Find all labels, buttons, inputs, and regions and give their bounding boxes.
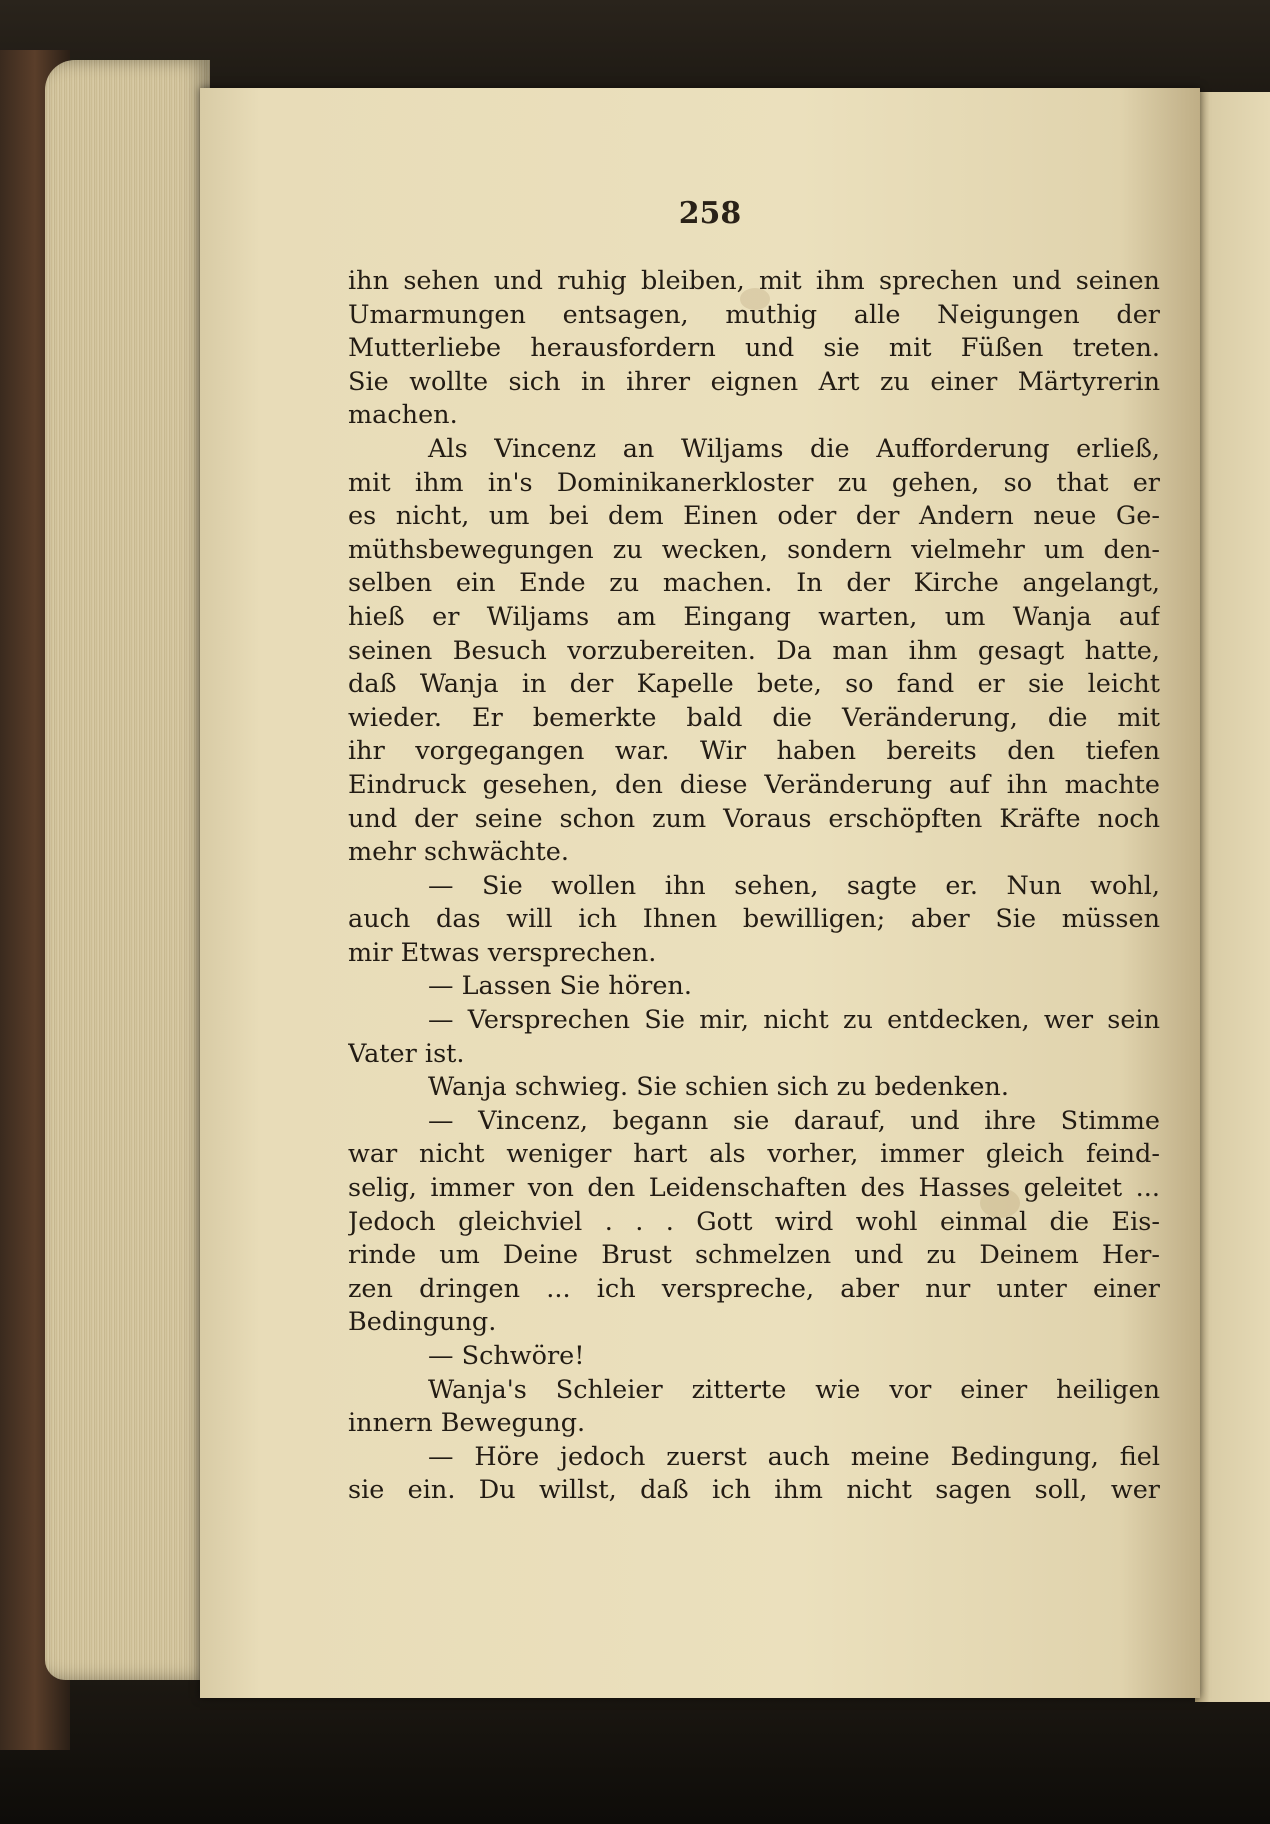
text-line: Vater ist. <box>348 1038 465 1069</box>
text-line: — Versprechen Sie mir, nicht zu entdecken, wer sein <box>428 1005 1160 1036</box>
text-line: wieder. Er bemerkte bald die Veränderung, die mit <box>348 702 1160 733</box>
text-line: sie ein. Du willst, daß ich ihm nicht sagen soll, wer <box>348 1475 1160 1506</box>
text-line: seinen Besuch vorzubereiten. Da man ihm gesagt hatte, <box>348 635 1160 666</box>
text-line: Eindruck gesehen, den diese Veränderung auf ihn machte <box>348 769 1160 800</box>
text-line: Wanja schwieg. Sie schien sich zu bedenken. <box>428 1072 1009 1103</box>
text-line: daß Wanja in der Kapelle bete, so fand er sie leicht <box>348 669 1160 700</box>
facing-page-edge <box>1195 92 1270 1702</box>
text-line: mit ihm in's Dominikanerkloster zu gehen, so that er <box>348 467 1160 498</box>
text-line: es nicht, um bei dem Einen oder der Andern neue Ge- <box>348 501 1160 532</box>
text-line: — Sie wollen ihn sehen, sagte er. Nun wohl, <box>428 870 1160 901</box>
page-stack-edge <box>45 60 210 1680</box>
text-line: zen dringen ... ich verspreche, aber nur unter einer <box>348 1273 1160 1304</box>
text-line: war nicht weniger hart als vorher, immer gleich feind- <box>348 1139 1160 1170</box>
text-line: ihn sehen und ruhig bleiben, mit ihm sprechen und seinen <box>348 266 1160 296</box>
text-line: ihr vorgegangen war. Wir haben bereits den tiefen <box>348 736 1160 767</box>
text-line: Umarmungen entsagen, muthig alle Neigungen der <box>348 299 1160 330</box>
text-line: selig, immer von den Leidenschaften des Hasses geleitet ... <box>348 1173 1160 1204</box>
page-number: 258 <box>678 196 742 231</box>
text-line: Jedoch gleichviel . . . Gott wird wohl einmal die Eis- <box>348 1206 1160 1237</box>
text-line: mehr schwächte. <box>348 837 569 868</box>
text-line: — Lassen Sie hören. <box>428 971 692 1002</box>
text-line: und der seine schon zum Voraus erschöpften Kräfte noch <box>348 803 1160 834</box>
text-line: innern Bewegung. <box>348 1408 586 1439</box>
text-line: — Schwöre! <box>428 1341 585 1371</box>
text-line: mir Etwas versprechen. <box>348 937 657 968</box>
text-line: Mutterliebe herausfordern und sie mit Füßen treten. <box>348 333 1160 364</box>
text-line: hieß er Wiljams am Eingang warten, um Wanja auf <box>348 601 1160 632</box>
text-line: Als Vincenz an Wiljams die Aufforderung erließ, <box>428 433 1160 464</box>
text-line: Sie wollte sich in ihrer eignen Art zu einer Märtyrerin <box>348 366 1160 397</box>
text-line: selben ein Ende zu machen. In der Kirche angelangt, <box>348 568 1160 599</box>
text-line: rinde um Deine Brust schmelzen und zu Deinem Her- <box>348 1240 1160 1271</box>
text-line: Bedingung. <box>348 1307 497 1338</box>
text-line: — Vincenz, begann sie darauf, und ihre Stimme <box>428 1105 1160 1136</box>
text-line: auch das will ich Ihnen bewilligen; aber Sie müssen <box>348 904 1160 935</box>
text-line: machen. <box>348 400 458 431</box>
text-line: — Höre jedoch zuerst auch meine Bedingung, fiel <box>428 1441 1160 1472</box>
text-line: müthsbewegungen zu wecken, sondern vielmehr um den- <box>348 534 1160 565</box>
text-line: Wanja's Schleier zitterte wie vor einer heiligen <box>428 1374 1160 1405</box>
body-text <box>348 265 1160 1508</box>
